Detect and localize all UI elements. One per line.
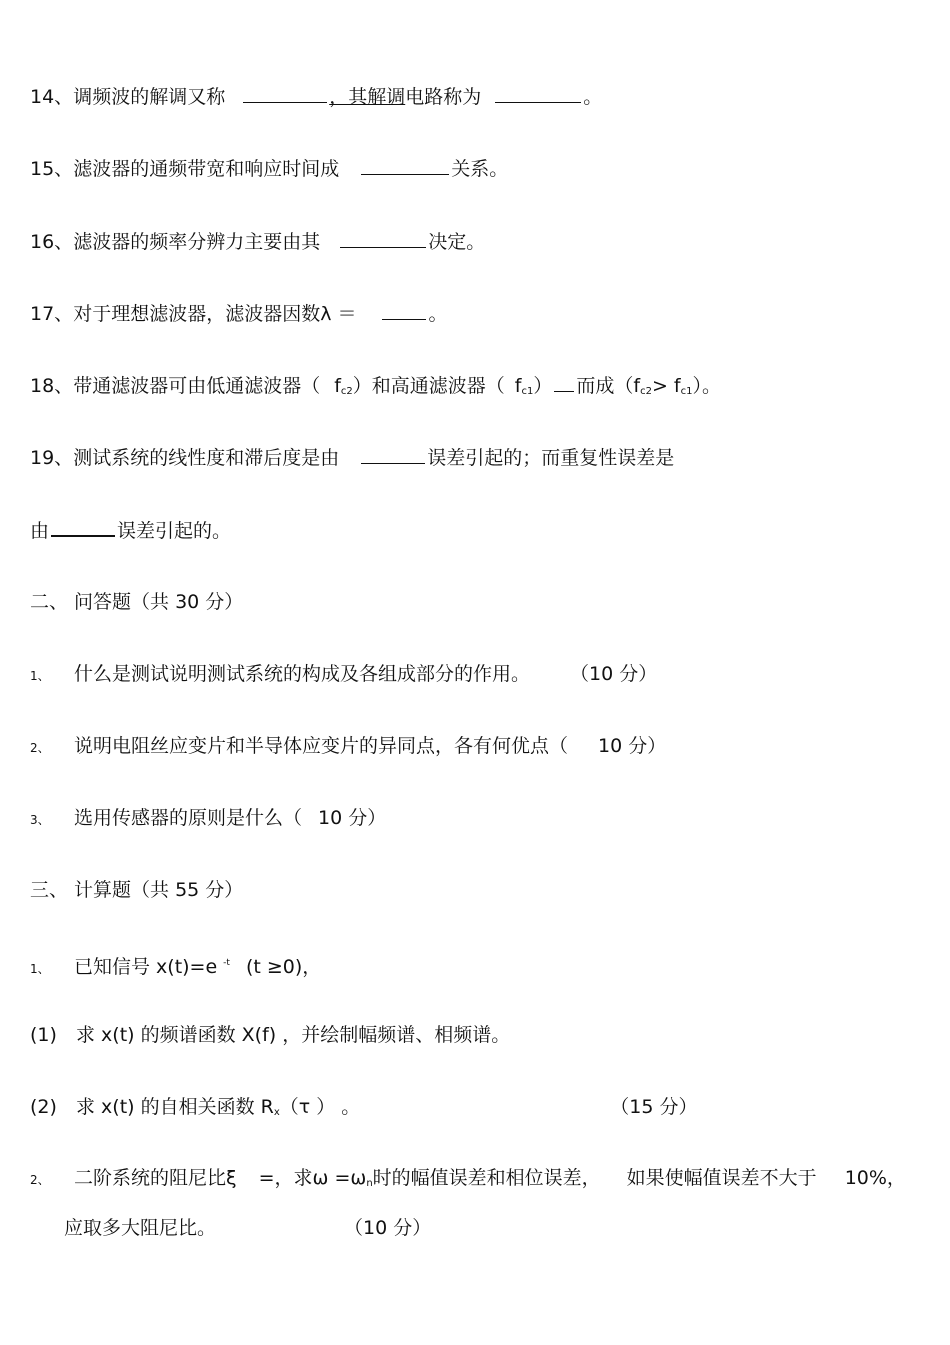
question-text: 电路称为 [405, 86, 482, 108]
short-answer-question-2 [30, 734, 666, 760]
question-number: (2) [30, 1096, 57, 1118]
question-text: 滤波器的频率分辨力主要由其 [73, 231, 321, 253]
question-number: 3、 [30, 813, 50, 827]
question-19 [30, 445, 674, 470]
question-text: 选用传感器的原则是什么（ [74, 807, 303, 829]
calc-question-1-part-2 [30, 1095, 698, 1125]
question-number: 1、 [30, 962, 50, 976]
question-number: 1、 [30, 669, 50, 683]
calc-question-1 [30, 951, 321, 981]
question-14 [30, 84, 602, 109]
question-text: 误差引起的；而重复性误差是 [427, 447, 675, 469]
question-15 [30, 156, 508, 181]
question-number: 14、 [30, 86, 74, 108]
subscript-c2: c2 [640, 386, 652, 397]
question-text: 测试系统的线性度和滞后度是由 [73, 447, 340, 469]
question-text: ） [533, 375, 553, 397]
section-heading: 二、 问答题（共 30 分） [30, 591, 244, 613]
question-number: 15、 [30, 158, 74, 180]
question-text: > f [651, 375, 681, 397]
short-answer-question-3 [30, 806, 386, 832]
superscript: -t [223, 958, 230, 968]
question-text: 关系。 [451, 158, 509, 180]
question-18 [30, 373, 721, 404]
question-number: 2、 [30, 1173, 50, 1187]
subscript: n [366, 1178, 373, 1189]
question-text: 如果使幅值误差不大于 [626, 1167, 817, 1189]
question-score: （15 分） [610, 1096, 698, 1118]
question-text: =，求ω =ω [258, 1167, 367, 1189]
question-16 [30, 229, 485, 254]
question-text: （τ ） 。 [279, 1096, 361, 1118]
answer-blank[interactable] [554, 373, 574, 392]
question-text: 求 x(t) 的频谱函数 X(f) ，并绘制幅频谱、相频谱。 [76, 1024, 511, 1046]
subscript-c1: c1 [521, 386, 534, 397]
question-text: 。 [428, 303, 448, 325]
question-text: ）和高通滤波器（ [352, 375, 505, 397]
question-text: 时的幅值误差和相位误差， [372, 1167, 601, 1189]
question-score: （10 分） [344, 1217, 432, 1239]
question-text: 10%， [844, 1167, 906, 1189]
question-text: ，其解调 [329, 86, 406, 108]
question-text: 。 [583, 86, 603, 108]
answer-blank[interactable] [361, 156, 449, 175]
question-text: 误差引起的。 [117, 520, 232, 542]
question-number: (1) [30, 1024, 57, 1046]
symbol-f: f [514, 375, 522, 397]
question-number: 16、 [30, 231, 74, 253]
question-17 [30, 301, 448, 326]
calc-question-2-continued [64, 1216, 431, 1240]
question-text: 调频波的解调又称 [73, 86, 226, 108]
question-text: 滤波器的通频带宽和响应时间成 [73, 158, 340, 180]
question-number: 19、 [30, 447, 74, 469]
question-text: 带通滤波器可由低通滤波器（ [73, 375, 321, 397]
calc-question-1-part-1 [30, 1023, 510, 1047]
question-text: 决定。 [428, 231, 486, 253]
calc-question-2 [30, 1166, 906, 1196]
question-text: 由 [30, 520, 50, 542]
question-text: 已知信号 x(t)=e [74, 956, 218, 978]
question-text: 二阶系统的阻尼比ξ [74, 1167, 237, 1189]
question-number: 2、 [30, 741, 50, 755]
answer-blank[interactable] [495, 84, 581, 103]
question-score: 10 分） [318, 807, 387, 829]
answer-blank[interactable] [340, 229, 426, 248]
question-score: 10 分） [598, 735, 667, 757]
question-number: 18、 [30, 375, 74, 397]
subscript: x [273, 1107, 280, 1118]
question-text: 说明电阻丝应变片和半导体应变片的异同点，各有何优点（ [74, 735, 569, 757]
question-text: 对于理想滤波器，滤波器因数λ ＝ [73, 303, 357, 325]
question-score: （10 分） [570, 663, 658, 685]
section-heading: 三、 计算题（共 55 分） [30, 879, 244, 901]
symbol-f: f [334, 375, 341, 397]
subscript-c2: c2 [340, 386, 353, 397]
question-text: ）。 [692, 375, 722, 397]
short-answer-question-1 [30, 662, 657, 688]
question-number: 17、 [30, 303, 74, 325]
question-text: (t ≥0)， [245, 956, 322, 978]
answer-blank[interactable] [243, 84, 327, 103]
question-text: 而成（f [576, 375, 641, 397]
question-text: 求 x(t) 的自相关函数 R [76, 1096, 274, 1118]
question-text: 什么是测试说明测试系统的构成及各组成部分的作用。 [74, 663, 531, 685]
subscript-c1: c1 [680, 386, 693, 397]
question-19-continued [30, 517, 231, 543]
question-text: 应取多大阻尼比。 [64, 1217, 217, 1239]
answer-blank[interactable] [361, 445, 425, 464]
answer-blank[interactable] [51, 517, 115, 537]
answer-blank[interactable] [382, 301, 426, 320]
